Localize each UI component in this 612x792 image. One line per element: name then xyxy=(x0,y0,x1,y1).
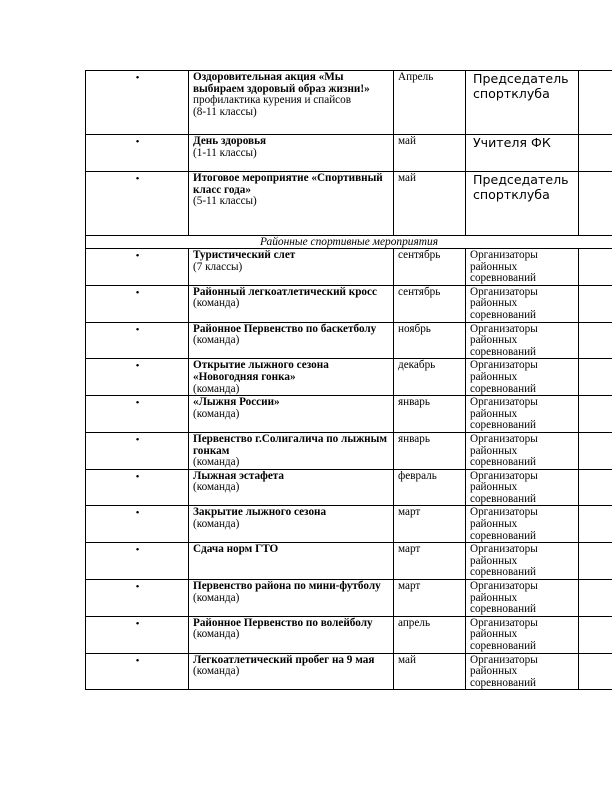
responsible-cell: Организаторы районных соревнований xyxy=(466,616,579,653)
event-cell xyxy=(189,506,394,543)
responsible-cell: Организаторы районных соревнований xyxy=(466,249,579,286)
table-row xyxy=(86,580,612,617)
month-cell: май xyxy=(394,653,466,690)
event-note: (команда) xyxy=(193,481,240,494)
month-cell: февраль xyxy=(394,469,466,506)
responsible-cell xyxy=(466,71,579,135)
empty-cell xyxy=(579,322,612,359)
month-cell: сентябрь xyxy=(394,285,466,322)
event-cell xyxy=(189,71,394,135)
month-cell: март xyxy=(394,506,466,543)
event-note: (1-11 классы) xyxy=(193,146,257,159)
table-row xyxy=(86,469,612,506)
event-note: (команда) xyxy=(193,665,240,678)
bullet: • xyxy=(135,433,140,446)
event-title: Районный легкоатлетический кросс xyxy=(193,285,377,298)
event-title: Первенство г.Солигалича по лыжным гонкам xyxy=(193,432,387,457)
month-cell: март xyxy=(394,543,466,580)
event-title: Лыжная эстафета xyxy=(193,469,285,482)
event-title: Туристический слет xyxy=(193,249,296,261)
table-row xyxy=(86,396,612,433)
bullet: • xyxy=(135,286,140,299)
bullet: • xyxy=(135,507,140,520)
empty-cell xyxy=(579,71,612,135)
bullet-cell xyxy=(86,285,189,322)
bullet-cell xyxy=(86,653,189,690)
event-note: (команда) xyxy=(193,297,240,310)
table-row xyxy=(86,653,612,690)
table-row xyxy=(86,359,612,396)
bullet-cell xyxy=(86,469,189,506)
event-title: Районное Первенство по волейболу xyxy=(193,616,373,629)
bullet: • xyxy=(135,136,140,148)
event-cell xyxy=(189,285,394,322)
event-note: (7 классы) xyxy=(193,260,243,273)
table-row xyxy=(86,543,612,580)
event-cell xyxy=(189,432,394,469)
event-title: Первенство района по мини-футболу xyxy=(193,580,381,593)
bullet-cell xyxy=(86,432,189,469)
event-note: (8-11 классы) xyxy=(193,105,257,118)
event-title: Закрытие лыжного сезона xyxy=(193,506,327,519)
empty-cell xyxy=(579,653,612,690)
month-cell: март xyxy=(394,580,466,617)
responsible-text: Учителя ФК xyxy=(473,135,551,150)
table-row xyxy=(86,249,612,286)
month-cell: май xyxy=(394,172,466,236)
empty-cell xyxy=(579,506,612,543)
month-cell: декабрь xyxy=(394,359,466,396)
responsible-cell: Организаторы районных соревнований xyxy=(466,396,579,433)
event-cell xyxy=(189,249,394,286)
responsible-cell: Организаторы районных соревнований xyxy=(466,543,579,580)
bullet: • xyxy=(135,544,140,557)
event-note: (5-11 классы) xyxy=(193,195,257,208)
event-cell xyxy=(189,322,394,359)
empty-cell xyxy=(579,285,612,322)
bullet-cell xyxy=(86,616,189,653)
event-note: (команда) xyxy=(193,591,240,604)
event-cell xyxy=(189,653,394,690)
responsible-cell: Организаторы районных соревнований xyxy=(466,285,579,322)
empty-cell xyxy=(579,135,612,172)
responsible-cell: Организаторы районных соревнований xyxy=(466,359,579,396)
table-row xyxy=(86,135,612,172)
event-cell xyxy=(189,172,394,236)
empty-cell xyxy=(579,469,612,506)
table-row xyxy=(86,616,612,653)
event-cell xyxy=(189,469,394,506)
event-cell xyxy=(189,616,394,653)
bullet-cell xyxy=(86,71,189,135)
empty-cell xyxy=(579,543,612,580)
month-cell: Апрель xyxy=(394,71,466,135)
event-cell xyxy=(189,580,394,617)
responsible-cell: Организаторы районных соревнований xyxy=(466,322,579,359)
event-note: (команда) xyxy=(193,518,240,531)
responsible-text: Председатель спортклуба xyxy=(473,71,569,101)
event-title: День здоровья xyxy=(193,135,267,147)
empty-cell xyxy=(579,580,612,617)
event-title-suffix: профилактика курения и спайсов xyxy=(193,94,352,107)
event-note: (команда) xyxy=(193,407,240,420)
empty-cell xyxy=(579,616,612,653)
event-note: (команда) xyxy=(193,456,240,469)
section-heading-row xyxy=(86,236,612,249)
event-title: Итоговое мероприятие «Спортивный класс года» xyxy=(193,172,383,196)
event-note: (команда) xyxy=(193,334,240,347)
month-cell: январь xyxy=(394,396,466,433)
bullet-cell xyxy=(86,506,189,543)
month-cell: май xyxy=(394,135,466,172)
empty-cell xyxy=(579,172,612,236)
event-title: Районное Первенство по баскетболу xyxy=(193,322,377,335)
responsible-cell xyxy=(466,172,579,236)
table-row xyxy=(86,506,612,543)
empty-cell xyxy=(579,359,612,396)
month-cell: ноябрь xyxy=(394,322,466,359)
section-heading: Районные спортивные мероприятия xyxy=(86,236,612,249)
table-row xyxy=(86,322,612,359)
table-row xyxy=(86,285,612,322)
event-title: «Лыжня России» xyxy=(193,396,280,409)
bullet: • xyxy=(135,72,140,84)
empty-cell xyxy=(579,396,612,433)
bullet: • xyxy=(135,581,140,594)
responsible-cell: Организаторы районных соревнований xyxy=(466,506,579,543)
bullet-cell xyxy=(86,322,189,359)
event-note: (команда) xyxy=(193,628,240,641)
month-cell: январь xyxy=(394,432,466,469)
responsible-cell: Организаторы районных соревнований xyxy=(466,580,579,617)
bullet: • xyxy=(135,250,140,262)
bullet: • xyxy=(135,397,140,410)
bullet: • xyxy=(135,360,140,373)
event-title: Оздоровительная акция «Мы выбираем здоровый образ жизни!» xyxy=(193,71,370,95)
month-cell: апрель xyxy=(394,616,466,653)
table-row xyxy=(86,172,612,236)
event-title: Легкоатлетический пробег на 9 мая xyxy=(193,653,375,666)
bullet-cell xyxy=(86,396,189,433)
responsible-cell: Организаторы районных соревнований xyxy=(466,653,579,690)
responsible-text: Председатель спортклуба xyxy=(473,172,569,202)
bullet: • xyxy=(135,173,140,185)
empty-cell xyxy=(579,249,612,286)
bullet-cell xyxy=(86,172,189,236)
responsible-cell: Организаторы районных соревнований xyxy=(466,469,579,506)
event-note: (команда) xyxy=(193,382,240,395)
bullet-cell xyxy=(86,543,189,580)
bullet-cell xyxy=(86,135,189,172)
table-row xyxy=(86,432,612,469)
event-cell xyxy=(189,135,394,172)
event-title: Сдача норм ГТО xyxy=(193,543,279,556)
responsible-cell xyxy=(466,135,579,172)
bullet: • xyxy=(135,323,140,336)
events-table xyxy=(85,70,612,690)
table-row xyxy=(86,71,612,135)
event-cell xyxy=(189,543,394,580)
empty-cell xyxy=(579,432,612,469)
bullet-cell xyxy=(86,359,189,396)
responsible-cell: Организаторы районных соревнований xyxy=(466,432,579,469)
event-cell xyxy=(189,396,394,433)
event-title: Открытие лыжного сезона «Новогодняя гонка» xyxy=(193,359,329,383)
event-cell xyxy=(189,359,394,396)
bullet-cell xyxy=(86,580,189,617)
bullet: • xyxy=(135,617,140,630)
bullet: • xyxy=(135,654,140,667)
bullet-cell xyxy=(86,249,189,286)
bullet: • xyxy=(135,470,140,483)
month-cell: сентябрь xyxy=(394,249,466,286)
